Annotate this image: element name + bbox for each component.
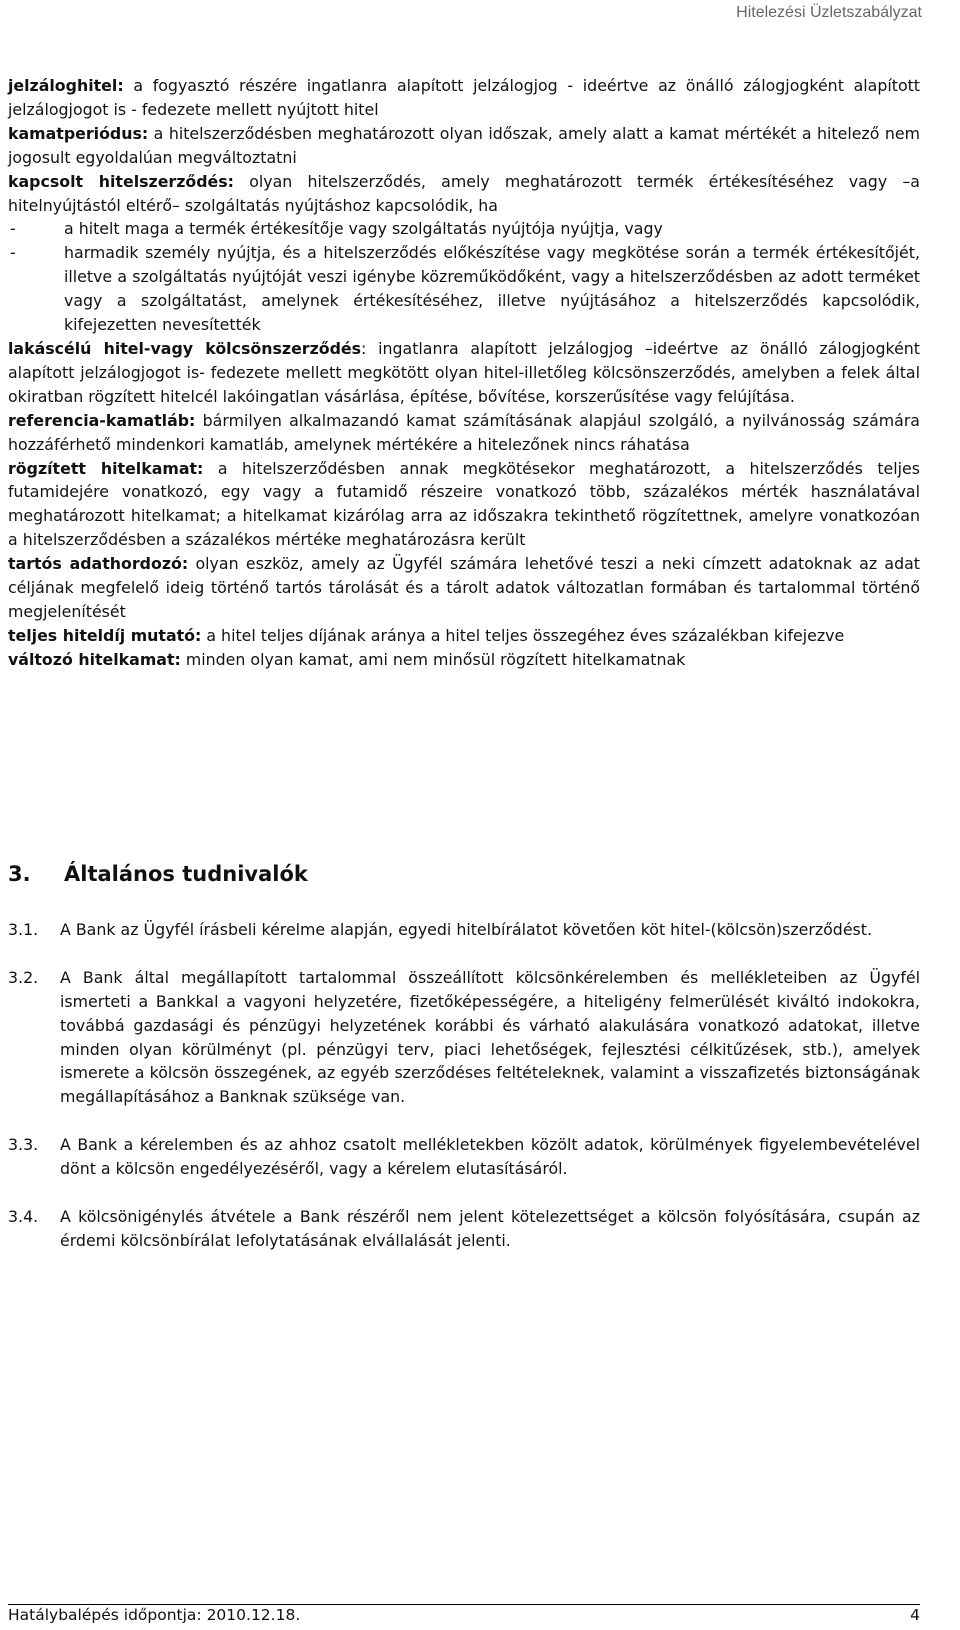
definition-term: rögzített hitelkamat: [8, 458, 204, 478]
bullet-dash: - [10, 219, 16, 239]
sections-block [8, 918, 920, 1277]
definition-text: a hitelszerződésben meghatározott olyan időszak, amely alatt a kamat mértékét a hitelező nem jogosult egyoldalúan megváltoztatni [8, 123, 920, 167]
definition-jelzaloghitel [8, 74, 920, 122]
definition-valtozo-hitelkamat [8, 648, 920, 672]
definition-teljes-hiteldij-mutato [8, 624, 920, 648]
definition-term: kamatperiódus: [8, 123, 149, 143]
section-number: 3.1. [8, 920, 39, 939]
bullet-text: a hitelt maga a termék értékesítője vagy szolgáltatás nyújtója nyújtja, vagy [64, 219, 663, 239]
section-item [8, 1205, 920, 1253]
bullet-item [8, 241, 920, 337]
definition-term: tartós adathordozó: [8, 554, 189, 574]
section-item [8, 966, 920, 1109]
chapter-number: 3. [8, 862, 31, 886]
definitions-block [8, 74, 920, 672]
running-header: Hitelezési Üzletszabályzat [736, 4, 922, 21]
definition-text: bármilyen alkalmazandó kamat számításának alapjául szolgáló, a nyilvánosság számára hozzáférhető mindenkori kamatláb, amelynek mértékére a hitelezőnek nincs ráhatása [8, 410, 920, 454]
bullet-item [8, 217, 920, 241]
section-item [8, 1133, 920, 1181]
section-text: A Bank által megállapított tartalommal összeállított kölcsönkérelemben és mellékleteiben az Ügyfél ismerteti a Bankkal a vagyoni helyzetére, fizetőképességére, a hiteligény felmerülését kiváltó indokokra, továbbá gazdasági és pénzügyi helyzetének korábbi és várható alakulására vonatkozó adatokat, illetve minden olyan körülményt (pl. pénzügyi terv, piaci lehetőségek, fejlesztési célkitűzések, stb.), amelyek ismerete a kölcsön összegének, az egyéb szerződéses feltételeknek, valamint a visszafizetés biztonságának megállapításához a Banknak szüksége van. [60, 967, 920, 1107]
definition-term: változó hitelkamat: [8, 649, 181, 669]
definition-rogzitett-hitelkamat [8, 457, 920, 553]
definition-text: olyan hitelszerződés, amely meghatározott termék értékesítéséhez vagy –a hitelnyújtástól eltérő– szolgáltatás nyújtáshoz kapcsolódik, ha [8, 171, 920, 215]
definition-text: : ingatlanra alapított jelzálogjog –ideértve az önálló zálogjogként alapított jelzálogjogot is- fedezete mellett megkötött olyan hitel-illetőleg kölcsönszerződés, amelyben a felek által okiratban rögzített hitelcél lakóingatlan vásárlása, építése, bővítése, korszerűsítése vagy felújítása. [8, 338, 920, 406]
definition-term: referencia-kamatláb: [8, 410, 196, 430]
section-text: A Bank a kérelemben és az ahhoz csatolt mellékletekben közölt adatok, körülmények figyelembevételével dönt a kölcsön engedélyezéséről, vagy a kérelem elutasításáról. [60, 1135, 920, 1179]
definition-kamatperiodus [8, 122, 920, 170]
bullet-text: harmadik személy nyújtja, és a hitelszerződés előkészítése vagy megkötése során a termék értékesítőjét, illetve a szolgáltatás nyújtóját veszi igénybe közreműködőként, vagy a hitelszerződésben az adott terméket vagy a szolgáltatást, amelynek értékesítéséhez, illetve nyújtásához a hitelszerződés kapcsolódik, kifejezetten nevesítették [64, 243, 920, 335]
footer-divider [8, 1604, 920, 1605]
definition-kapcsolt-hitelszerzodes [8, 170, 920, 218]
definition-text: a hitel teljes díjának aránya a hitel teljes összegéhez éves százalékban kifejezve [201, 625, 845, 645]
definition-term: jelzáloghitel: [8, 76, 124, 95]
definition-tartos-adathordozo [8, 552, 920, 624]
definition-term: teljes hiteldíj mutató: [8, 625, 202, 645]
definition-lakascelu-hitel [8, 337, 920, 409]
section-number: 3.3. [8, 1135, 39, 1155]
section-text: A Bank az Ügyfél írásbeli kérelme alapján, egyedi hitelbírálatot követően köt hitel-(kölcsön)szerződést. [60, 920, 872, 939]
section-item [8, 918, 920, 942]
section-number: 3.2. [8, 967, 39, 987]
section-number: 3.4. [8, 1206, 39, 1226]
bullet-dash: - [10, 243, 16, 263]
definition-text: a fogyasztó részére ingatlanra alapított jelzálogjog - ideértve az önálló zálogjogként alapított jelzálogjogot is - fedezete mellett nyújtott hitel [8, 76, 920, 119]
section-text: A kölcsönigénylés átvétele a Bank részéről nem jelent kötelezettséget a kölcsön folyósítására, csupán az érdemi kölcsönbírálat lefolytatásának elvállalását jelenti. [60, 1206, 920, 1250]
chapter-heading [8, 862, 308, 886]
definition-text: a hitelszerződésben annak megkötésekor meghatározott, a hitelszerződés teljes futamidejére vonatkozó, egy vagy a futamidő részeire vonatkozó több, százalékos mérték használatával meghatározott hitelkamat; a hitelkamat kizárólag arra az időszakra tekinthető rögzítettnek, amelyre vonatkozóan a hitelszerződésben a százalékos mértéke meghatározásra került [8, 458, 920, 550]
definition-text: olyan eszköz, amely az Ügyfél számára lehetővé teszi a neki címzett adatoknak az adat céljának megfelelő ideig történő tartós tárolását és a tárolt adatok változatlan formában és tartalommal történő megjelenítését [8, 554, 920, 621]
definition-term: lakáscélú hitel-vagy kölcsönszerződés [8, 338, 362, 358]
definition-term: kapcsolt hitelszerződés: [8, 171, 234, 191]
definition-referencia-kamatlab [8, 409, 920, 457]
footer-effective-date: Hatálybalépés időpontja: 2010.12.18. [8, 1606, 301, 1624]
page-number: 4 [910, 1606, 920, 1624]
definition-text: minden olyan kamat, ami nem minősül rögzített hitelkamatnak [180, 649, 686, 669]
chapter-title: Általános tudnivalók [64, 862, 308, 886]
